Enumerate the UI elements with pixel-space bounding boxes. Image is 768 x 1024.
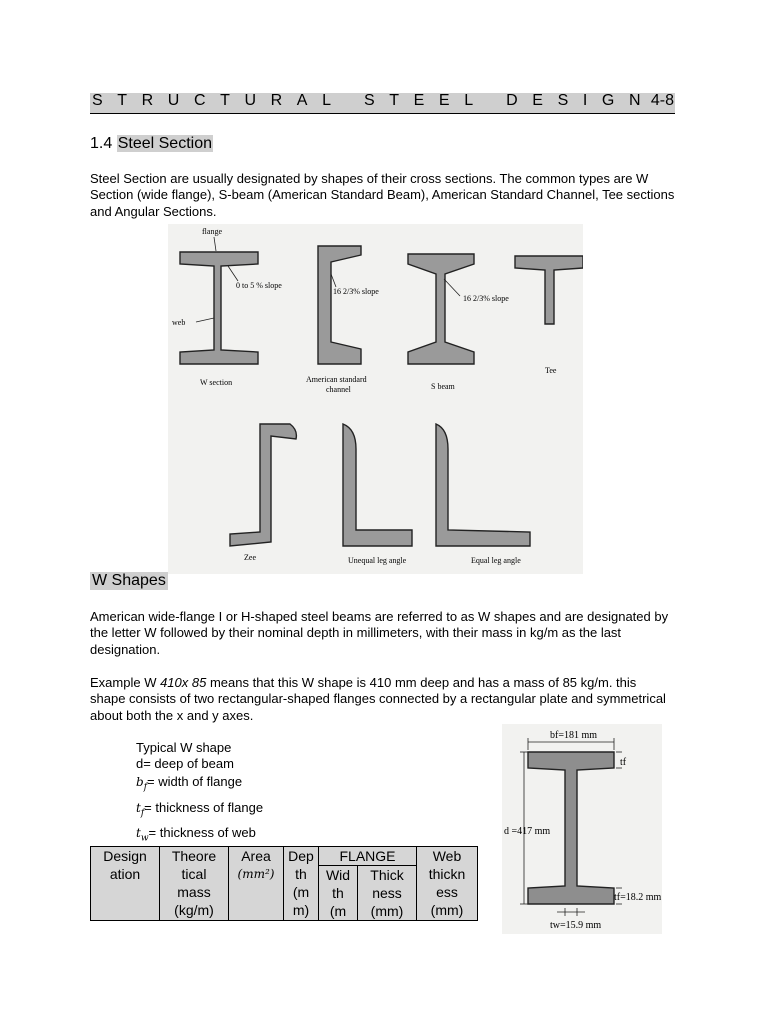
typical-bf: $b_f=$ width of flange [136, 774, 243, 793]
typical-d: d= deep of beam [136, 756, 234, 771]
diagram-tf: tf=18.2 mm [614, 892, 662, 903]
typical-w-list [136, 740, 263, 849]
label-zee: Zee [244, 553, 256, 562]
zee-shape [230, 424, 296, 546]
diagram-tw: tw=15.9 mm [550, 920, 602, 931]
sections-figure [168, 224, 583, 574]
col-flange-thickness: Thick ness (mm) [358, 866, 417, 921]
label-unequal-angle: Unequal leg angle [348, 556, 407, 565]
w-shapes-paragraph: American wide-flange I or H-shaped steel beams are referred to as W shapes and are designated by the letter W followed by their nominal depth in millimeters, with their mass in kg/m as the last designation. [90, 609, 669, 657]
example-post: means that this W shape is 410 mm deep and has a mass of 85 kg/m. this shape consists of two rectangular-shaped flanges connected by a rectangular plate and symmetrical about both the x and y axes. [90, 675, 666, 723]
diagram-tf-top: tf [620, 757, 627, 768]
w-shapes-heading: W Shapes [92, 572, 166, 589]
w-shape-table [90, 846, 478, 921]
label-flange: flange [202, 227, 222, 236]
col-mass: Theore tical mass (kg/m) [160, 847, 229, 921]
example-code: 410x 85 [160, 675, 207, 690]
col-flange-width: Wid th (m [319, 866, 358, 921]
typical-tw: $t_w=$ thickness of web [136, 825, 256, 844]
channel-shape [318, 246, 361, 364]
label-s-beam: S beam [431, 382, 455, 391]
intro-paragraph: Steel Section are usually designated by shapes of their cross sections. The common types are W Section (wide flange), S-beam (American Standard Beam), American Standard Channel, Tee sections and Angular Sections. [90, 171, 675, 219]
label-s-slope: 16 2/3% slope [463, 294, 509, 303]
example-paragraph [90, 675, 670, 724]
w-shape-diagram-svg [502, 724, 662, 934]
col-depth: Dep th (m m) [284, 847, 319, 921]
typical-tf: $t_f=$ thickness of flange [136, 799, 264, 819]
label-tee: Tee [545, 366, 557, 375]
label-w-slope: 0 to 5 % slope [236, 281, 282, 290]
col-designation: Design ation [91, 847, 160, 921]
s-beam-shape [408, 254, 474, 364]
label-channel-2: channel [326, 385, 351, 394]
typical-title: Typical W shape [136, 740, 232, 755]
label-channel-slope: 16 2/3% slope [333, 287, 379, 296]
col-flange: FLANGE [319, 847, 417, 866]
page-number: 4-8 [650, 92, 674, 109]
tee-shape [515, 256, 583, 324]
section-number: 1.4 [90, 135, 113, 152]
diagram-bf: bf=181 mm [550, 730, 598, 741]
col-web: Web thickn ess (mm) [417, 847, 478, 921]
unequal-angle-shape [343, 424, 412, 546]
section-title: Steel Section [117, 135, 212, 152]
example-pre: Example W [90, 675, 161, 690]
label-web: web [172, 318, 186, 327]
equal-angle-shape [436, 424, 530, 546]
w-section-shape [180, 252, 258, 364]
label-w-section: W section [200, 378, 233, 387]
col-area: Area (mm²) [229, 847, 284, 921]
label-channel-1: American standard [306, 375, 367, 384]
label-equal-angle: Equal leg angle [471, 556, 521, 565]
sections-figure-svg [168, 224, 583, 574]
diagram-d: d =417 mm [504, 826, 551, 837]
section-heading [90, 135, 213, 153]
table-header-row [91, 847, 478, 866]
w-shape-diagram [502, 724, 662, 934]
header-title: STRUCTURAL STEEL DESIGN [92, 92, 656, 109]
